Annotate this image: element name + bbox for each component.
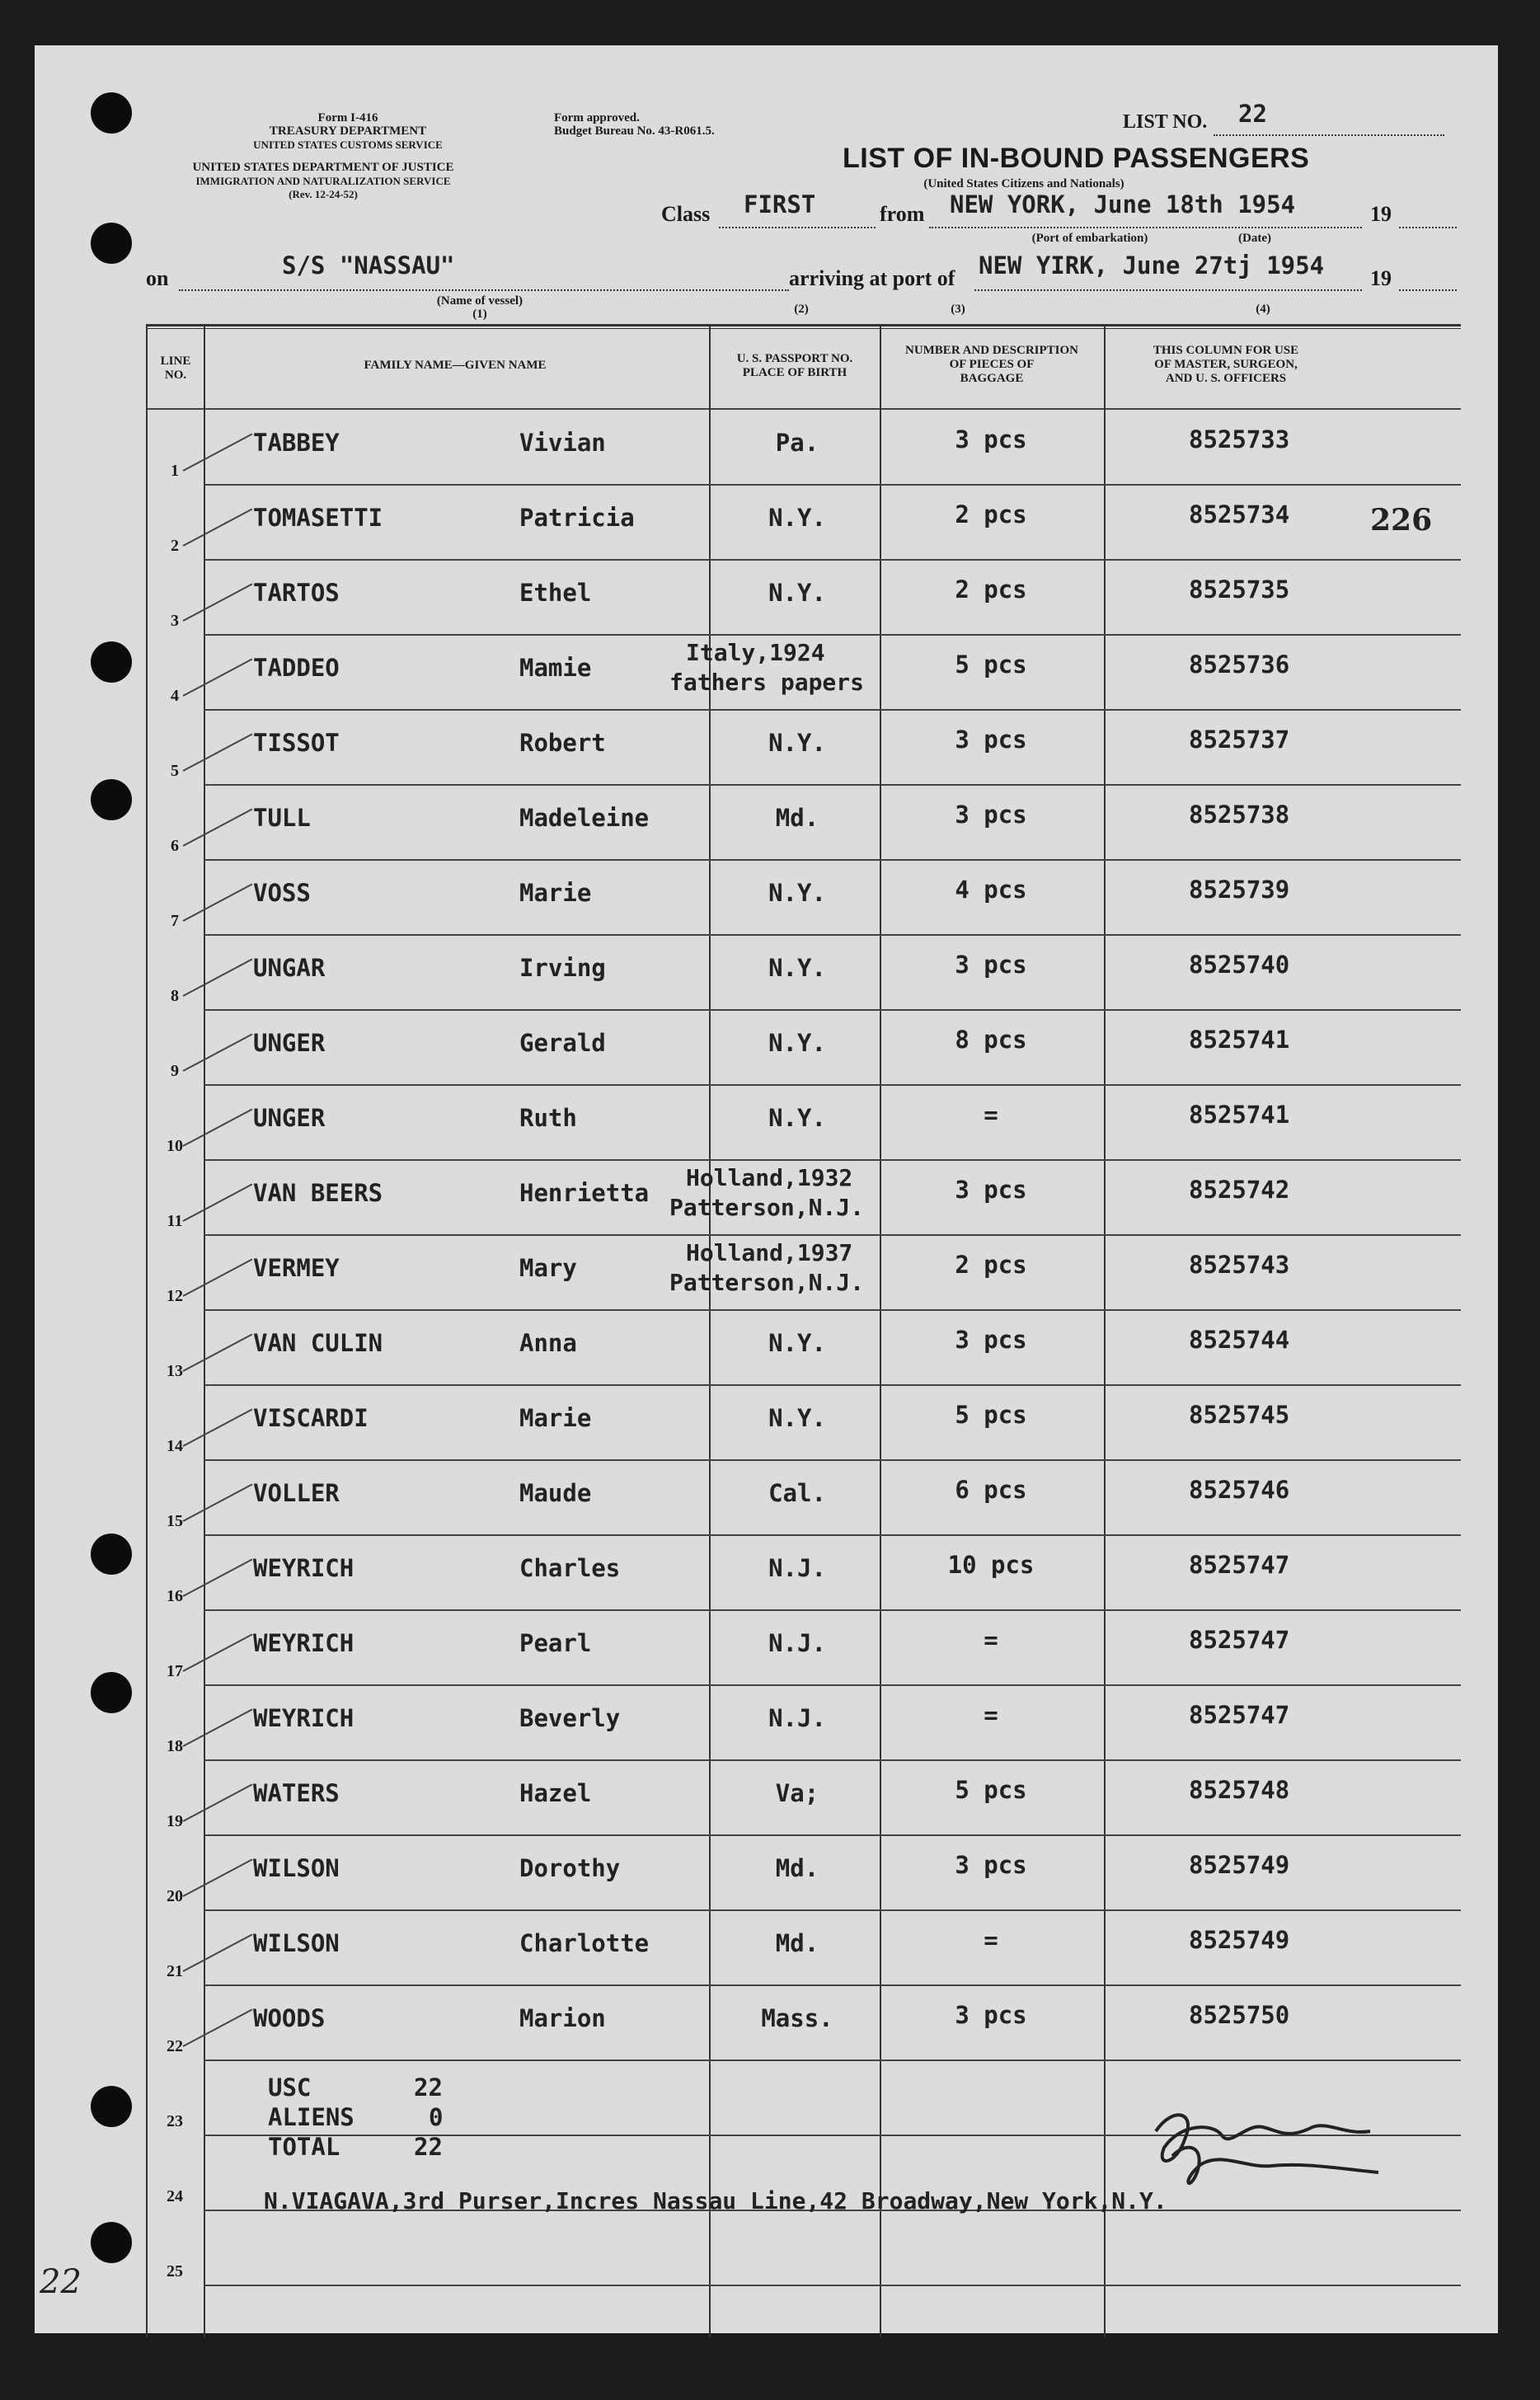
officer-code: 8525747 [1189, 1701, 1290, 1729]
vessel-name: S/S "NASSAU" [282, 251, 455, 279]
baggage-count: = [984, 1926, 998, 1954]
binder-hole [91, 2086, 132, 2127]
ins-service: IMMIGRATION AND NATURALIZATION SERVICE [195, 175, 451, 187]
line-number: 22 [167, 2037, 183, 2055]
officer-code: 8525750 [1189, 2001, 1290, 2029]
given-name: Anna [519, 1329, 577, 1357]
baggage-count: 3 pcs [955, 951, 1027, 979]
line-number: 10 [167, 1137, 183, 1155]
baggage-count: 3 pcs [955, 726, 1027, 754]
baggage-count: 2 pcs [955, 1251, 1027, 1279]
row-rule [204, 634, 1461, 636]
arriving-label: arriving at port of [789, 266, 955, 290]
line-number: 3 [171, 612, 179, 630]
officer-code: 8525737 [1189, 726, 1290, 754]
line-number: 7 [171, 912, 179, 930]
family-name: VAN CULIN [253, 1329, 383, 1357]
place-of-birth: Mass. [761, 2004, 833, 2032]
row-rule [204, 709, 1461, 711]
family-name: WOODS [253, 2004, 326, 2032]
officer-code: 8525743 [1189, 1251, 1290, 1279]
baggage-count: 3 pcs [955, 801, 1027, 829]
row-rule [204, 1234, 1461, 1236]
baggage-count: 3 pcs [955, 1176, 1027, 1204]
family-name: TOMASETTI [253, 504, 383, 532]
embark-caption: (Port of embarkation) [1031, 232, 1148, 245]
given-name: Ethel [519, 579, 592, 607]
officer-code: 8525745 [1189, 1401, 1290, 1429]
baggage-count: = [984, 1701, 998, 1729]
place-of-birth: N.J. [768, 1554, 826, 1582]
line-number: 13 [167, 1362, 183, 1380]
aliens-label: ALIENS [268, 2103, 354, 2131]
place-of-birth: Italy,1924 [686, 639, 825, 666]
customs-service: UNITED STATES CUSTOMS SERVICE [253, 139, 443, 151]
family-name: TARTOS [253, 579, 340, 607]
header-officers: THIS COLUMN FOR USE OF MASTER, SURGEON, AND U. S. OFFICERS [1153, 344, 1299, 385]
officer-code: 8525741 [1189, 1026, 1290, 1054]
class-value: FIRST [744, 190, 816, 218]
place-of-birth: Md. [775, 804, 819, 832]
baggage-count: = [984, 1101, 998, 1129]
family-name: VOSS [253, 879, 311, 907]
baggage-count: 5 pcs [955, 1776, 1027, 1804]
row-rule [204, 859, 1461, 861]
officer-code: 8525734 [1189, 500, 1290, 528]
line-number: 17 [167, 1662, 183, 1680]
rev-date: (Rev. 12-24-52) [289, 188, 358, 200]
family-name: TADDEO [253, 654, 340, 682]
baggage-count: 5 pcs [955, 650, 1027, 679]
baggage-count: = [984, 1626, 998, 1654]
line-number: 5 [171, 762, 179, 780]
officer-code: 8525733 [1189, 425, 1290, 453]
row-rule [204, 2059, 1461, 2061]
given-name: Irving [519, 954, 606, 982]
line-number: 9 [171, 1062, 179, 1080]
from-year: 19 [1370, 202, 1392, 226]
family-name: WEYRICH [253, 1704, 354, 1732]
family-name: WATERS [253, 1779, 340, 1807]
officer-code: 8525739 [1189, 876, 1290, 904]
arriving-value: NEW YIRK, June 27tj 1954 [979, 251, 1325, 279]
family-name: VERMEY [253, 1254, 340, 1282]
family-name: TISSOT [253, 729, 340, 757]
baggage-count: 6 pcs [955, 1476, 1027, 1504]
baggage-count: 3 pcs [955, 1326, 1027, 1354]
aliens-count: 0 [429, 2103, 444, 2131]
baggage-count: 10 pcs [947, 1551, 1035, 1579]
col4-number: (4) [1256, 303, 1270, 316]
form-number: Form I-416 [317, 111, 378, 124]
usc-count: 22 [414, 2074, 443, 2102]
place-of-birth: Pa. [775, 429, 819, 457]
given-name: Patricia [519, 504, 635, 532]
given-name: Marie [519, 879, 592, 907]
officer-code: 8525740 [1189, 951, 1290, 979]
officer-code: 8525741 [1189, 1101, 1290, 1129]
place-of-birth-detail: fathers papers [669, 669, 865, 696]
document-title: LIST OF IN-BOUND PASSENGERS [843, 143, 1310, 174]
place-of-birth: Holland,1937 [686, 1239, 853, 1266]
document-subtitle: (United States Citizens and Nationals) [923, 177, 1124, 190]
header-baggage: NUMBER AND DESCRIPTION OF PIECES OF BAGGAGE [904, 344, 1079, 385]
binder-hole [91, 92, 132, 134]
row-rule [204, 1609, 1461, 1611]
line-number: 18 [167, 1737, 183, 1755]
binder-hole [91, 1533, 132, 1575]
line-number: 14 [167, 1437, 183, 1455]
baggage-count: 2 pcs [955, 575, 1027, 604]
officer-code: 8525738 [1189, 801, 1290, 829]
officer-code: 8525742 [1189, 1176, 1290, 1204]
family-name: VISCARDI [253, 1404, 369, 1432]
row-rule [204, 1684, 1461, 1686]
given-name: Mary [519, 1254, 577, 1282]
baggage-count: 3 pcs [955, 425, 1027, 453]
officer-code: 8525747 [1189, 1626, 1290, 1654]
line-number: 15 [167, 1512, 183, 1530]
baggage-count: 3 pcs [955, 1851, 1027, 1879]
family-name: UNGER [253, 1104, 326, 1132]
given-name: Vivian [519, 429, 606, 457]
given-name: Beverly [519, 1704, 621, 1732]
given-name: Robert [519, 729, 606, 757]
officer-code: 8525735 [1189, 575, 1290, 604]
header-name: FAMILY NAME—GIVEN NAME [364, 359, 547, 372]
corner-mark: 22 [40, 2263, 82, 2301]
family-name: UNGAR [253, 954, 326, 982]
line-number: 16 [167, 1587, 183, 1605]
line-number: 1 [171, 462, 179, 480]
binder-hole [91, 2222, 132, 2263]
binder-hole [91, 223, 132, 264]
form-approved: Form approved. [554, 111, 640, 124]
treasury-dept: TREASURY DEPARTMENT [269, 124, 427, 138]
place-of-birth: N.Y. [768, 954, 826, 982]
budget-bureau: Budget Bureau No. 43-R061.5. [554, 124, 715, 138]
officer-code: 8525749 [1189, 1926, 1290, 1954]
family-name: UNGER [253, 1029, 326, 1057]
line-number: 23 [167, 2112, 183, 2130]
row-rule [204, 1759, 1461, 1761]
given-name: Dorothy [519, 1854, 621, 1882]
from-value: NEW YORK, June 18th 1954 [950, 190, 1296, 218]
row-rule [204, 484, 1461, 486]
header-line-no: LINE NO. [160, 355, 191, 382]
line-number: 25 [167, 2262, 183, 2280]
place-of-birth: Va; [775, 1779, 819, 1807]
officer-code: 8525744 [1189, 1326, 1290, 1354]
place-of-birth: N.Y. [768, 579, 826, 607]
line-number: 20 [167, 1887, 183, 1905]
baggage-count: 8 pcs [955, 1026, 1027, 1054]
officer-signature [1106, 2090, 1453, 2205]
date-caption: (Date) [1238, 232, 1271, 245]
header-passport: U. S. PASSPORT NO. PLACE OF BIRTH [736, 352, 853, 379]
row-rule [204, 1909, 1461, 1911]
place-of-birth: Md. [775, 1929, 819, 1957]
baggage-count: 5 pcs [955, 1401, 1027, 1429]
family-name: TULL [253, 804, 311, 832]
place-of-birth: N.Y. [768, 729, 826, 757]
col3-number: (3) [951, 303, 965, 316]
given-name: Mamie [519, 654, 592, 682]
given-name: Charlotte [519, 1929, 650, 1957]
row-rule [204, 559, 1461, 561]
line-number: 2 [171, 537, 179, 555]
officer-code: 8525736 [1189, 650, 1290, 679]
place-of-birth: Holland,1932 [686, 1164, 853, 1191]
given-name: Pearl [519, 1629, 592, 1657]
given-name: Hazel [519, 1779, 592, 1807]
row-rule [204, 1984, 1461, 1986]
family-name: VOLLER [253, 1479, 340, 1507]
baggage-count: 4 pcs [955, 876, 1027, 904]
purser-line: N.VIAGAVA,3rd Purser,Incres Nassau Line,42 Broadway,New York,N.Y. [264, 2187, 1167, 2214]
place-of-birth: N.Y. [768, 1029, 826, 1057]
line-number: 4 [171, 687, 179, 705]
place-of-birth: Md. [775, 1854, 819, 1882]
arriving-year: 19 [1370, 266, 1392, 290]
list-label: LIST NO. [1123, 111, 1208, 133]
row-rule [204, 1009, 1461, 1011]
binder-hole [91, 779, 132, 820]
given-name: Marion [519, 2004, 606, 2032]
officer-code: 8525746 [1189, 1476, 1290, 1504]
from-label: from [880, 202, 925, 226]
place-of-birth: N.Y. [768, 1104, 826, 1132]
family-name: WEYRICH [253, 1554, 354, 1582]
baggage-count: 2 pcs [955, 500, 1027, 528]
baggage-count: 3 pcs [955, 2001, 1027, 2029]
total-count: 22 [414, 2133, 443, 2161]
place-of-birth: N.J. [768, 1704, 826, 1732]
row-rule [204, 1834, 1461, 1836]
place-of-birth: N.J. [768, 1629, 826, 1657]
document-sheet [35, 45, 1498, 2333]
given-name: Henrietta [519, 1179, 650, 1207]
family-name: WILSON [253, 1929, 340, 1957]
total-label: TOTAL [268, 2133, 340, 2161]
given-name: Charles [519, 1554, 621, 1582]
binder-hole [91, 641, 132, 683]
row-rule [204, 1084, 1461, 1086]
line-number: 8 [171, 987, 179, 1005]
row-rule [204, 1459, 1461, 1461]
given-name: Maude [519, 1479, 592, 1507]
place-of-birth-detail: Patterson,N.J. [669, 1269, 865, 1296]
row-rule [204, 1309, 1461, 1311]
officer-code: 8525748 [1189, 1776, 1290, 1804]
vessel-col-number: (1) [472, 308, 487, 321]
usc-label: USC [268, 2074, 312, 2102]
line-number: 21 [167, 1962, 183, 1980]
row-rule [204, 2285, 1461, 2286]
dept-of-justice: UNITED STATES DEPARTMENT OF JUSTICE [192, 161, 454, 174]
officer-code: 8525749 [1189, 1851, 1290, 1879]
family-name: WILSON [253, 1854, 340, 1882]
given-name: Gerald [519, 1029, 606, 1057]
place-of-birth: Cal. [768, 1479, 826, 1507]
given-name: Marie [519, 1404, 592, 1432]
family-name: TABBEY [253, 429, 340, 457]
col2-number: (2) [794, 303, 809, 316]
given-name: Madeleine [519, 804, 650, 832]
row-rule [204, 1384, 1461, 1386]
list-number: 22 [1238, 100, 1267, 128]
row-rule [204, 934, 1461, 936]
given-name: Ruth [519, 1104, 577, 1132]
row-rule [204, 1534, 1461, 1536]
class-label: Class [661, 202, 711, 226]
page-mark: 226 [1370, 503, 1433, 538]
place-of-birth: N.Y. [768, 504, 826, 532]
family-name: VAN BEERS [253, 1179, 383, 1207]
line-number: 6 [171, 837, 179, 855]
binder-hole [91, 1672, 132, 1713]
row-rule [204, 1159, 1461, 1161]
row-rule [204, 784, 1461, 786]
officer-code: 8525747 [1189, 1551, 1290, 1579]
line-number: 12 [167, 1287, 183, 1305]
place-of-birth: N.Y. [768, 1404, 826, 1432]
vessel-caption: (Name of vessel) [436, 294, 524, 308]
place-of-birth: N.Y. [768, 1329, 826, 1357]
on-label: on [146, 266, 169, 290]
line-number: 11 [167, 1212, 183, 1230]
place-of-birth: N.Y. [768, 879, 826, 907]
line-number: 19 [167, 1812, 183, 1830]
family-name: WEYRICH [253, 1629, 354, 1657]
place-of-birth-detail: Patterson,N.J. [669, 1194, 865, 1221]
line-number: 24 [167, 2187, 183, 2205]
